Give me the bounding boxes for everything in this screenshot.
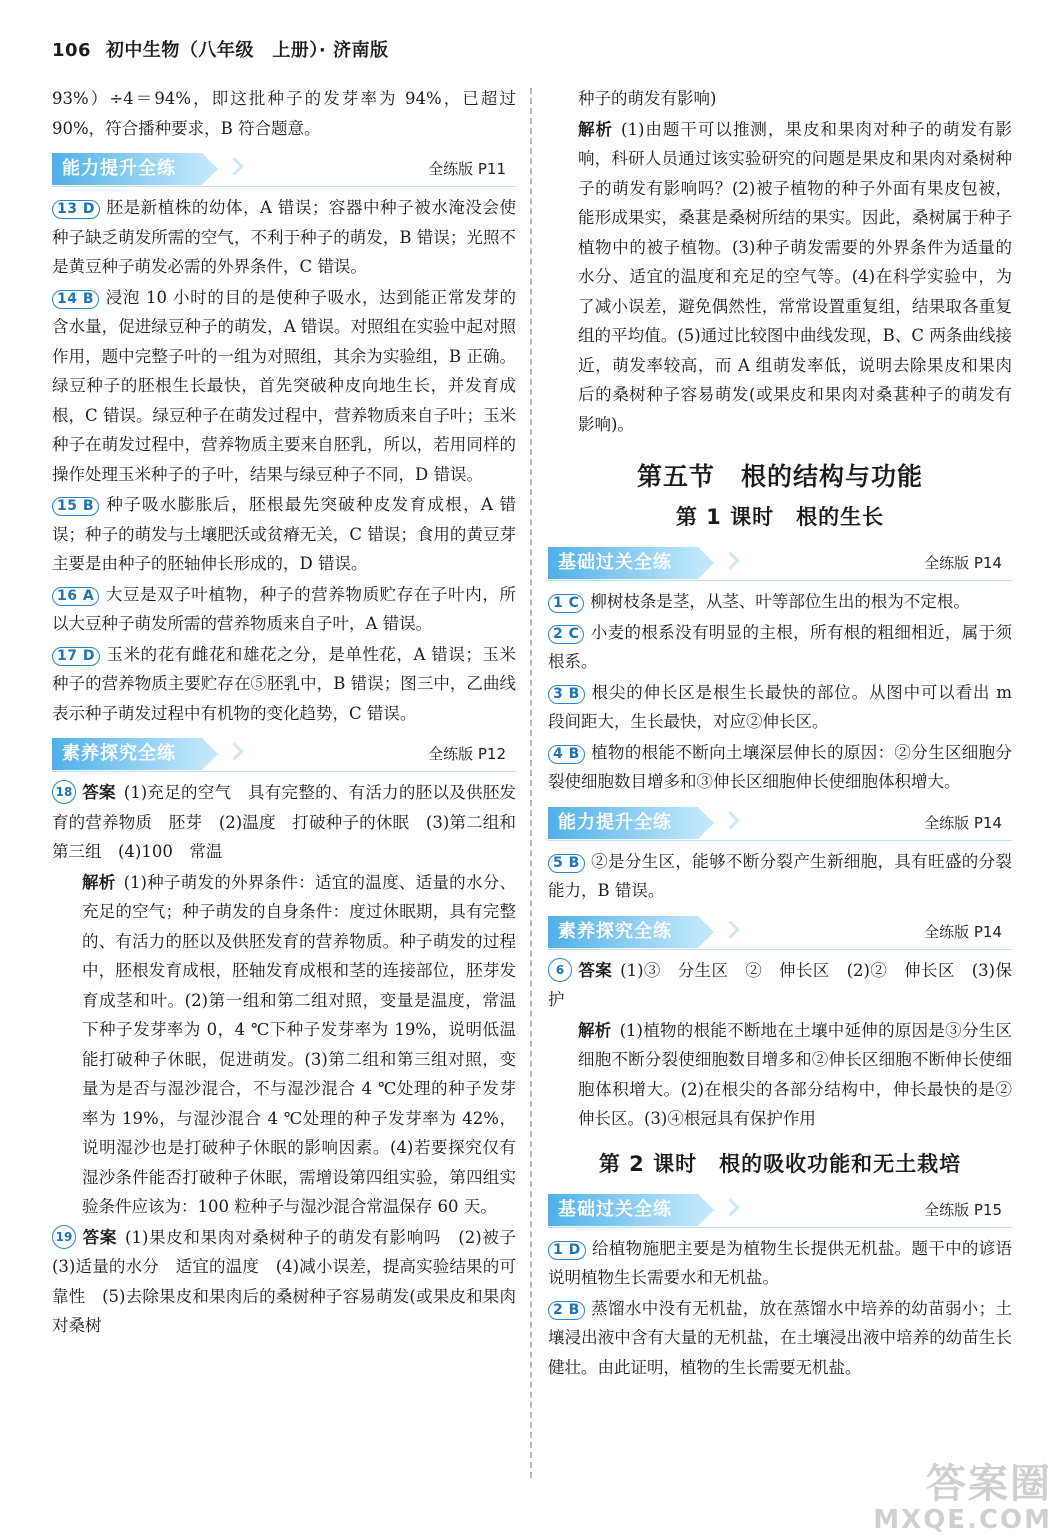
answer-text: (1)果皮和果肉对桑树种子的萌发有影响吗 (2)被子 (3)适量的水分 适宜的温度 (4)减小误差，提高实验结果的可靠性 (5)去除果皮和果肉后的桑树种子容易萌发(或果皮和果肉对桑树 [52,1227,533,1335]
analysis-item [548,115,1012,440]
section-bar-basic [548,547,1012,579]
section-bar-ability [548,807,1012,839]
book-title: 初中生物（八年级 上册）· 济南版 [105,40,389,61]
chevron-icon [225,742,243,760]
analysis-item [52,868,516,1222]
continued-text: 种子的萌发有影响) [578,89,717,108]
answer-text: 种子吸水膨胀后，胚根最先突破种皮发育成根，A 错误；种子的萌发与土壤肥沃或贫瘠无关，C 错误；食用的黄豆芽主要是由种子的胚轴伸长形成的，D 错误。 [52,495,516,573]
lesson-title: 第 2 课时 根的吸收功能和无土栽培 [598,1151,962,1176]
watermark [873,1462,1052,1534]
answer-text: 小麦的根系没有明显的主根，所有根的粗细相近，属于须根系。 [548,622,1012,671]
answer-item [548,587,1012,617]
answer-text: 柳树枝条是茎，从茎、叶等部位生出的根为不定根。 [590,592,970,611]
answer-text: 大豆是双子叶植物，种子的营养物质贮存在子叶内，所以大豆种子萌发所需的营养物质来自子叶，A 错误。 [52,584,516,633]
answer-badge: 17 D [52,647,100,666]
answer-item [52,640,516,729]
section-bar-basic [548,1194,1012,1226]
answer-badge: 2 C [548,625,584,644]
answer-badge: 14 B [52,290,99,309]
answer-item [548,1294,1012,1383]
answer-item [52,778,516,867]
section-label: 能力提升全练 [52,153,202,185]
answer-badge: 16 A [52,587,99,606]
question-number: 6 [548,958,572,982]
section-title: 第五节 根的结构与功能 [636,462,923,491]
chevron-icon [721,551,739,569]
answer-item [548,738,1012,797]
right-column [548,84,1012,1383]
section-label: 素养探究全练 [548,916,698,948]
answer-item [52,490,516,579]
page-number: 106 [52,40,92,61]
answer-item [548,678,1012,737]
left-column [52,84,533,1342]
watermark-url: MXQE.COM [873,1505,1052,1535]
chevron-icon [721,1198,739,1216]
answer-item [548,1234,1012,1293]
answer-label: 答案 [578,960,613,980]
intro-text: 93%）÷4＝94%，即这批种子的发芽率为 94%，已超过 90%，符合播种要求，B 符合题意。 [52,89,516,138]
answer-text: 根尖的伸长区是根生长最快的部位。从图中可以看出 m 段间距大，生长最快，对应②伸长区。 [548,682,1012,731]
column-divider [530,88,532,1478]
answer-item [52,580,516,639]
answer-text: 植物的根能不断向土壤深层伸长的原因：②分生区细胞分裂使细胞数目增多和③伸长区细胞伸长使细胞体积增大。 [548,742,1012,791]
answer-label: 答案 [82,783,116,802]
section-ref: 全练版 P12 [428,745,506,763]
section-ref: 全练版 P15 [924,1200,1002,1219]
section-ref: 全练版 P14 [924,922,1002,941]
answer-badge: 3 B [548,685,585,704]
answer-text: 玉米的花有雌花和雄花之分，是单性花，A 错误；玉米种子的营养物质主要贮存在⑤胚乳中，B 错误；图三中，乙曲线表示种子萌发过程中有机物的变化趋势，C 错误。 [52,644,516,723]
analysis-label: 解析 [578,1020,612,1040]
analysis-text: (1)植物的根能不断地在土壤中延伸的原因是③分生区细胞不断分裂使细胞数目增多和②伸长区细胞不断伸长使细胞体积增大。(2)在根尖的各部分结构中，伸长最快的是②伸长区。(3)④根冠具有保护作用 [578,1020,1013,1128]
section-label: 基础过关全练 [548,547,698,579]
answer-item [52,283,516,490]
section-ref: 全练版 P11 [428,160,506,178]
analysis-label: 解析 [82,872,116,892]
section-ref: 全练版 P14 [924,813,1002,832]
answer-badge: 13 D [52,200,100,219]
section-label: 素养探究全练 [52,738,202,770]
answer-badge: 4 B [548,745,585,764]
watermark-logo: 答案圈 [926,1461,1052,1507]
answer-text: (1)③ 分生区 ② 伸长区 (2)② 伸长区 (3)保护 [548,960,1012,1009]
answer-text: ②是分生区，能够不断分裂产生新细胞，具有旺盛的分裂能力，B 错误。 [548,851,1012,900]
section-bar-ability [52,153,516,185]
answer-item [548,847,1012,906]
answer-item [548,618,1012,677]
section-bar-literacy [548,916,1012,948]
chevron-icon [225,157,243,175]
section-bar-literacy [52,738,516,770]
answer-badge: 15 B [52,497,99,516]
page-header [52,36,388,62]
section-label: 能力提升全练 [548,807,698,839]
answer-item [52,193,516,282]
lesson-title: 第 1 课时 根的生长 [675,505,885,529]
answer-label: 答案 [82,1227,118,1247]
answer-badge: 2 B [548,1301,585,1320]
question-number: 18 [52,780,76,804]
answer-badge: 1 D [548,1241,586,1260]
question-number: 19 [52,1225,76,1249]
section-label: 基础过关全练 [548,1194,698,1226]
answer-item [52,1223,533,1341]
analysis-text: (1)由题干可以推测，果皮和果肉对种子的萌发有影响，科研人员通过该实验研究的问题是果皮和果肉对桑树种子的萌发有影响吗？(2)被子植物的种子外面有果皮包被，能形成果实，桑葚是桑树所结的果实。因此，桑树属于种子植物中的被子植物。(3)种子萌发需要的外界条件为适量的水分、适宜的温度和充足的空气等。(4)在科学实验中，为了减小误差，避免偶然性，常常设置重复组，结果取各重复组的平均值。(5)通过比较图中曲线发现，B、C 两条曲线接近，萌发率较高，而 A 组萌发率低，说明去除果皮和果肉后的桑树种子容易萌发(或果皮和果肉对桑葚种子的萌发有影响)。 [578,119,1013,434]
answer-text: 蒸馏水中没有无机盐，放在蒸馏水中培养的幼苗弱小；土壤浸出液中含有大量的无机盐，在土壤浸出液中培养的幼苗生长健壮。由此证明，植物的生长需要无机盐。 [548,1298,1012,1377]
section-ref: 全练版 P14 [924,554,1002,572]
answer-item [548,956,1012,1015]
answer-badge: 1 C [548,594,584,613]
analysis-label: 解析 [578,119,614,139]
analysis-text: (1)种子萌发的外界条件：适宜的温度、适量的水分、充足的空气；种子萌发的自身条件：度过休眠期，具有完整的、有活力的胚以及供胚发育的营养物质。种子萌发的过程中，胚根发育成根，胚轴发育成根和茎的连接部位，胚芽发育成茎和叶。(2)第一组和第二组对照，变量是温度，常温下种子发芽率为 0，4 ℃下种子发芽率为 19%，说明低温能打破种子休眠，促进萌发。(3)第二组和第三组对照，变量为是否与湿沙混合，不与湿沙混合 4 ℃处理的种子发芽率为 19%，与湿沙混合 4 ℃处理的种子发芽率为 42%，说明湿沙也是打破种子休眠的影响因素。(4)若要探究仅有湿沙条件能否打破种子休眠，需增设第四组实验，第四组实验条件应该为：100 粒种子与湿沙混合常温保存 60 天。 [82,872,517,1216]
answer-badge: 5 B [548,854,585,873]
chevron-icon [721,920,739,938]
analysis-item [548,1016,1012,1134]
chevron-icon [721,811,739,829]
answer-text: 给植物施肥主要是为植物生长提供无机盐。题干中的谚语说明植物生长需要水和无机盐。 [548,1238,1012,1287]
answer-text: (1)充足的空气 具有完整的、有活力的胚以及供胚发育的营养物质 胚芽 (2)温度 打破种子的休眠 (3)第二组和第三组 (4)100 常温 [52,783,516,861]
answer-text: 胚是新植株的幼体，A 错误；容器中种子被水淹没会使种子缺乏萌发所需的空气，不利于种子的萌发，B 错误；光照不是黄豆种子萌发必需的外界条件，C 错误。 [52,198,516,276]
answer-text: 浸泡 10 小时的目的是使种子吸水，达到能正常发芽的含水量，促进绿豆种子的萌发，A 错误。对照组在实验中起对照作用，题中完整子叶的一组为对照组，其余为实验组，B 正确。绿豆种子的胚根生长最快，首先突破种皮向地生长，并发育成根，C 错误。绿豆种子在萌发过程中，营养物质来自子叶；玉米种子在萌发过程中，营养物质主要来自胚乳，所以，若用同样的操作处理玉米种子的子叶，结果与绿豆种子不同，D 错误。 [52,287,516,484]
